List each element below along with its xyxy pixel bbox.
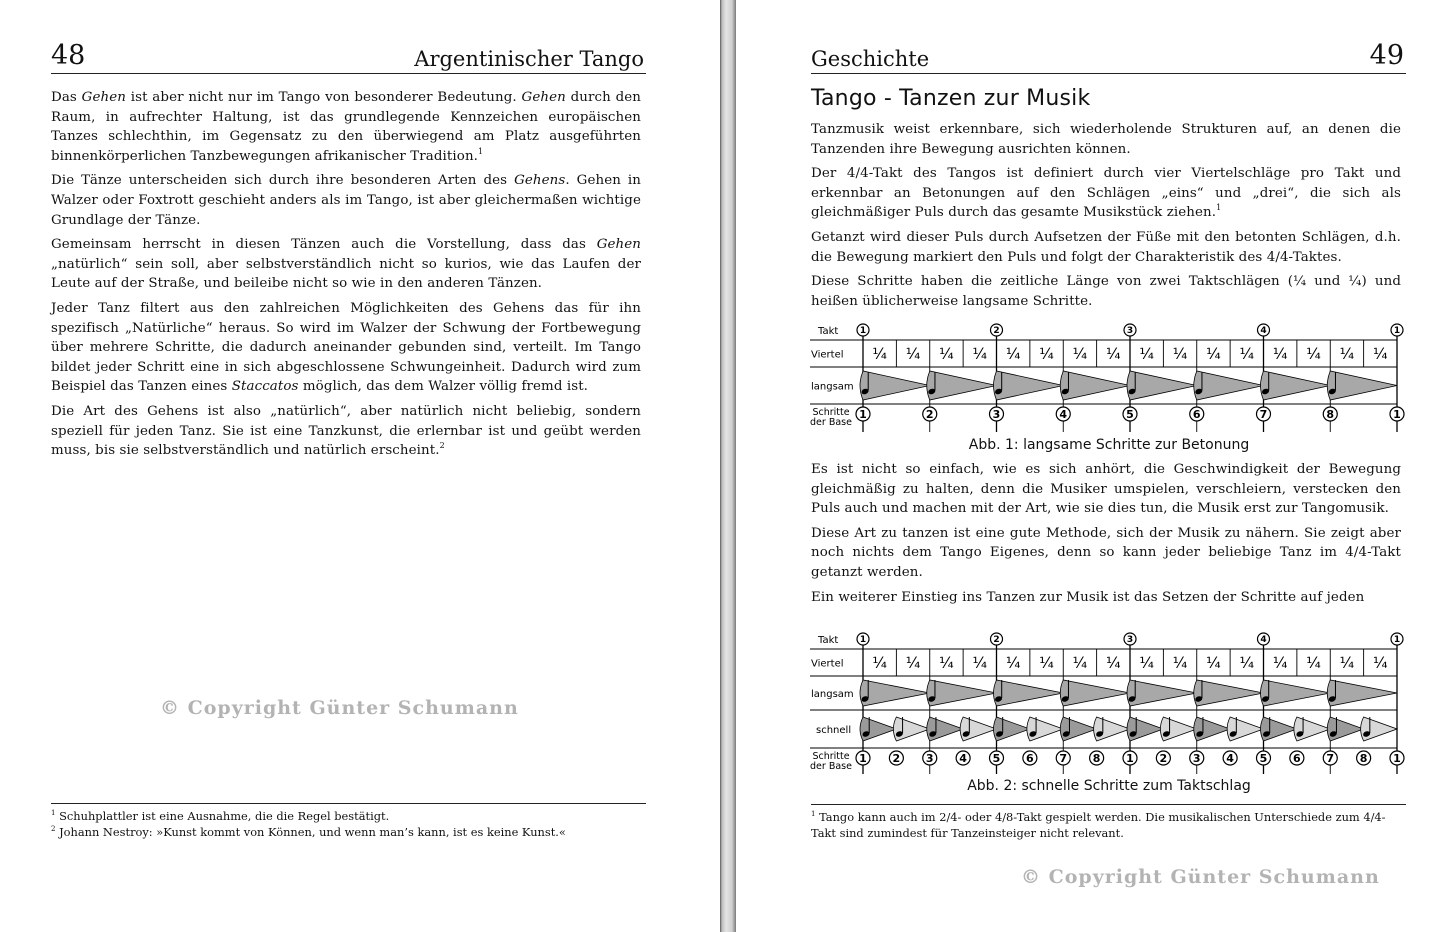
step-number: 4 xyxy=(1260,326,1267,337)
fast-step-wedge xyxy=(893,717,929,741)
fast-step-wedge xyxy=(1027,717,1063,741)
quarter-label: ¼ xyxy=(1272,345,1288,363)
fast-step-wedge xyxy=(1294,717,1330,741)
quarter-label: ¼ xyxy=(1172,345,1188,363)
fast-step-wedge xyxy=(1261,717,1297,741)
slow-step-wedge xyxy=(1127,680,1197,706)
running-title: Argentinischer Tango xyxy=(414,47,644,71)
step-number: 1 xyxy=(1393,326,1401,337)
rhythm-diagram-slow xyxy=(810,322,1408,434)
row-label-takt: Takt xyxy=(818,326,839,337)
slow-step-wedge xyxy=(1261,371,1331,400)
slow-step-wedge xyxy=(994,680,1064,706)
row-label-viertel: Viertel xyxy=(811,658,844,670)
paragraph: Die Tänze unterscheiden sich durch ihre besonderen Arten des Gehens. Gehen in Walzer oder Foxtrott geschieht anders als im Tango, ist aber gleichermaßen wichtige Grundlage der Tänze. xyxy=(51,173,641,228)
footnote-mark: 1 xyxy=(51,809,56,817)
quarter-label: ¼ xyxy=(1072,345,1088,363)
paragraph: Diese Schritte haben die zeitliche Länge von zwei Taktschlägen (¼ und ¼) und heißen üblicherweise langsame Schritte. xyxy=(811,274,1401,309)
slow-step-wedge xyxy=(1194,680,1264,706)
step-number: 5 xyxy=(1259,751,1268,765)
fast-step-wedge xyxy=(960,717,996,741)
quarter-label: ¼ xyxy=(1373,345,1388,363)
paragraph: Ein weiterer Einstieg ins Tanzen zur Musik ist das Setzen der Schritte auf jeden xyxy=(811,589,1365,605)
running-title: Geschichte xyxy=(811,47,930,71)
left-page xyxy=(0,0,720,932)
quarter-label: ¼ xyxy=(1039,654,1054,672)
emphasis: Gehens xyxy=(514,173,566,189)
row-label-langsam: langsam xyxy=(811,689,854,700)
fast-step-wedge xyxy=(1127,717,1163,741)
step-number: 2 xyxy=(993,326,1000,337)
row-label-schritte: Schritte xyxy=(812,407,850,418)
figure-caption: Abb. 2: schnelle Schritte zum Taktschlag xyxy=(967,778,1251,794)
paragraph: Es ist nicht so einfach, wie es sich anhört, die Geschwindigkeit der Bewegung gleichmäßig zu halten, denn die Musiker umspielen, verschleiern, verstecken den Puls auch und machen mit der Art, wie sie dies tun, die Musik erst zur Tangomusik. xyxy=(811,462,1401,517)
step-number: 1 xyxy=(859,751,867,765)
fast-step-wedge xyxy=(860,717,896,741)
footnote-mark: 2 xyxy=(51,825,56,833)
step-number: 4 xyxy=(959,751,967,765)
fast-step-wedge xyxy=(1094,717,1130,741)
step-number: 5 xyxy=(992,751,1001,765)
step-number: 1 xyxy=(1393,751,1401,765)
quarter-label: ¼ xyxy=(1139,345,1154,363)
page-number: 49 xyxy=(1369,40,1404,71)
step-number: 8 xyxy=(1326,407,1335,421)
step-number: 5 xyxy=(1126,407,1134,421)
fast-step-wedge xyxy=(1194,717,1230,741)
paragraph: Gemeinsam herrscht in diesen Tänzen auch die Vorstellung, dass das Gehen „natürlich“ sein soll, aber selbstverständlich nicht so kurios, wie das Laufen der Leute auf der Straße, und beileibe nicht so wie in den anderen Tänzen. xyxy=(51,237,641,292)
step-number: 3 xyxy=(992,407,1001,421)
row-label-schnell: schnell xyxy=(816,725,852,736)
rhythm-diagram-fast xyxy=(810,631,1408,776)
quarter-label: ¼ xyxy=(939,345,954,363)
book-gutter xyxy=(720,0,736,932)
quarter-label: ¼ xyxy=(1005,654,1021,672)
quarter-label: ¼ xyxy=(1272,654,1288,672)
body-text-top xyxy=(811,120,1401,316)
fast-step-wedge xyxy=(994,717,1030,741)
step-number: 2 xyxy=(993,635,1000,646)
slow-step-wedge xyxy=(1060,371,1130,400)
quarter-label: ¼ xyxy=(905,654,921,672)
footnote-ref[interactable]: 1 xyxy=(1216,203,1222,213)
figure-slow-steps xyxy=(810,322,1408,453)
fast-step-wedge xyxy=(927,717,963,741)
row-label-schritte: Schritte xyxy=(812,751,850,762)
step-number: 6 xyxy=(1192,407,1201,421)
footnotes xyxy=(811,809,1391,841)
footnote: $^1$ Tango kann auch im 2/4- oder 4/8-Takt gespielt werden. Die musikalischen Unterschiede zum 4/4-Takt sind zumindest für Tanzeinsteiger nicht relevant. xyxy=(811,810,1386,840)
copyright-watermark: © Copyright Günter Schumann xyxy=(160,697,519,719)
step-number: 2 xyxy=(925,407,934,421)
body-text-middle xyxy=(811,460,1401,612)
emphasis: Gehen xyxy=(81,90,126,105)
quarter-label: ¼ xyxy=(1139,654,1154,672)
quarter-label: ¼ xyxy=(1072,654,1088,672)
fast-step-wedge xyxy=(1160,717,1196,741)
footnote-mark: 1 xyxy=(811,810,816,818)
quarter-label: ¼ xyxy=(1306,345,1321,363)
slow-step-wedge xyxy=(1261,680,1331,706)
step-number: 4 xyxy=(1226,751,1234,765)
footnotes xyxy=(51,808,646,840)
fast-step-wedge xyxy=(1227,717,1263,741)
footnote: $^2$ Johann Nestroy: »Kunst kommt von Können, und wenn man’s kann, ist es keine Kunst.« xyxy=(51,825,566,839)
emphasis: Gehen xyxy=(596,237,641,253)
step-number: 1 xyxy=(1393,635,1401,646)
paragraph: Die Art des Gehens ist also „natürlich“, aber natürlich nicht beliebig, sondern speziell für jeden Tanz. Sie ist eine Tanzkunst, die erlernbar ist und geübt werden muss, bis sie selbstverständlich und natürlich erscheint.$^2$ xyxy=(51,403,641,459)
page-number: 48 xyxy=(51,40,86,71)
paragraph: Tanzmusik weist erkennbare, sich wiederholende Strukturen auf, an denen die Tanzenden ihre Bewegung ausrichten können. xyxy=(811,122,1401,157)
slow-step-wedge xyxy=(927,371,997,400)
quarter-label: ¼ xyxy=(872,654,887,672)
slow-step-wedge xyxy=(860,680,930,706)
slow-step-wedge xyxy=(860,371,930,400)
slow-step-wedge xyxy=(994,371,1064,400)
footnote: $^1$ Schuhplattler ist eine Ausnahme, die die Regel bestätigt. xyxy=(51,809,390,823)
step-number: 2 xyxy=(1159,751,1168,765)
quarter-label: ¼ xyxy=(1039,345,1054,363)
step-number: 4 xyxy=(1260,635,1267,646)
emphasis: Staccatos xyxy=(231,379,299,395)
quarter-label: ¼ xyxy=(1373,654,1388,672)
footnote-ref[interactable]: 1 xyxy=(478,146,484,156)
fast-step-wedge xyxy=(1361,717,1397,741)
quarter-label: ¼ xyxy=(1239,654,1255,672)
right-page xyxy=(736,0,1454,932)
quarter-label: ¼ xyxy=(972,345,988,363)
slow-step-wedge xyxy=(1327,371,1397,400)
paragraph: Diese Art zu tanzen ist eine gute Methode, sich der Musik zu nähern. Sie zeigt aber noch nichts dem Tango Eigenes, denn so kann jeder beliebige Tanz im 4/4-Takt getanzt werden. xyxy=(811,525,1401,580)
paragraph: Der 4/4-Takt des Tangos ist definiert durch vier Viertelschläge pro Takt und erkennbar an Betonungen auf den Schlägen „eins“ und „drei“, die sich als gleichmäßiger Puls durch das gesamte Musikstück ziehen.$^1$ xyxy=(811,166,1401,221)
figure-caption: Abb. 1: langsame Schritte zur Betonung xyxy=(968,437,1250,453)
slow-step-wedge xyxy=(1194,371,1264,400)
row-label-base: der Base xyxy=(810,761,852,772)
quarter-label: ¼ xyxy=(872,345,887,363)
step-number: 3 xyxy=(1126,635,1134,646)
quarter-label: ¼ xyxy=(1306,654,1321,672)
step-number: 3 xyxy=(1192,751,1201,765)
paragraph: Getanzt wird dieser Puls durch Aufsetzen der Füße mit den betonten Schlägen, d.h. die Bewegung markiert den Puls und folgt der Charakteristik des 4/4-Taktes. xyxy=(811,229,1401,265)
step-number: 7 xyxy=(1259,407,1268,421)
section-heading: Tango - Tanzen zur Musik xyxy=(811,86,1091,111)
step-number: 1 xyxy=(859,407,867,421)
step-number: 7 xyxy=(1326,751,1335,765)
quarter-label: ¼ xyxy=(1206,345,1221,363)
running-header xyxy=(51,40,646,74)
quarter-label: ¼ xyxy=(939,654,954,672)
quarter-label: ¼ xyxy=(1339,654,1355,672)
step-number: 1 xyxy=(1126,751,1134,765)
step-number: 6 xyxy=(1293,751,1301,765)
step-number: 3 xyxy=(925,751,934,765)
step-number: 2 xyxy=(892,751,901,765)
running-header xyxy=(811,40,1406,74)
step-number: 1 xyxy=(859,635,867,646)
figure-fast-steps xyxy=(810,631,1408,794)
step-number: 3 xyxy=(1126,326,1134,337)
body-text xyxy=(51,88,641,466)
step-number: 4 xyxy=(1059,407,1068,421)
quarter-label: ¼ xyxy=(1106,654,1121,672)
copyright-watermark: © Copyright Günter Schumann xyxy=(1021,866,1380,888)
emphasis: Gehen xyxy=(521,90,566,105)
fast-step-wedge xyxy=(1327,717,1363,741)
footnote-rule xyxy=(811,804,1406,805)
slow-step-wedge xyxy=(927,680,997,706)
step-number: 1 xyxy=(859,326,867,337)
row-label-takt: Takt xyxy=(818,635,839,646)
step-number: 8 xyxy=(1359,751,1368,765)
row-label-viertel: Viertel xyxy=(811,349,844,361)
step-number: 8 xyxy=(1092,751,1101,765)
quarter-label: ¼ xyxy=(1005,345,1021,363)
step-number: 1 xyxy=(1393,407,1401,421)
paragraph: Jeder Tanz filtert aus den zahlreichen Möglichkeiten des Gehens das für ihn spezifisch „Natürliche“ heraus. So wird im Walzer der Schwung der Fortbewegung über mehrere Schritte, die dadurch aneinander gebunden sind, verteilt. Im Tango bildet jeder Schritt eine in sich abgeschlossene Schwungeinheit. Dadurch wird zum Beispiel das Tanzen eines Staccatos möglich, das dem Walzer völlig fremd ist. xyxy=(51,300,641,395)
quarter-label: ¼ xyxy=(1172,654,1188,672)
footnote-rule xyxy=(51,803,646,804)
row-label-langsam: langsam xyxy=(811,381,854,393)
paragraph: Das Gehen ist aber nicht nur im Tango von besonderer Bedeutung. Gehen durch den Raum, in aufrechter Haltung, ist das grundlegende Kennzeichen europäischen Tanzes schlechthin, im Gegensatz zu den überwiegend am Platz ausgeführten binnenkörperlichen Tanzbewegungen afrikanischer Tradition.$^1$ xyxy=(51,90,641,164)
quarter-label: ¼ xyxy=(972,654,988,672)
row-label-base: der Base xyxy=(810,417,852,428)
footnote-ref[interactable]: 2 xyxy=(439,441,445,451)
fast-step-wedge xyxy=(1060,717,1096,741)
step-number: 7 xyxy=(1059,751,1068,765)
slow-step-wedge xyxy=(1060,680,1130,706)
quarter-label: ¼ xyxy=(1239,345,1255,363)
step-number: 6 xyxy=(1026,751,1034,765)
quarter-label: ¼ xyxy=(1339,345,1355,363)
quarter-label: ¼ xyxy=(905,345,921,363)
slow-step-wedge xyxy=(1127,371,1197,400)
quarter-label: ¼ xyxy=(1106,345,1121,363)
slow-step-wedge xyxy=(1327,680,1397,706)
quarter-label: ¼ xyxy=(1206,654,1221,672)
